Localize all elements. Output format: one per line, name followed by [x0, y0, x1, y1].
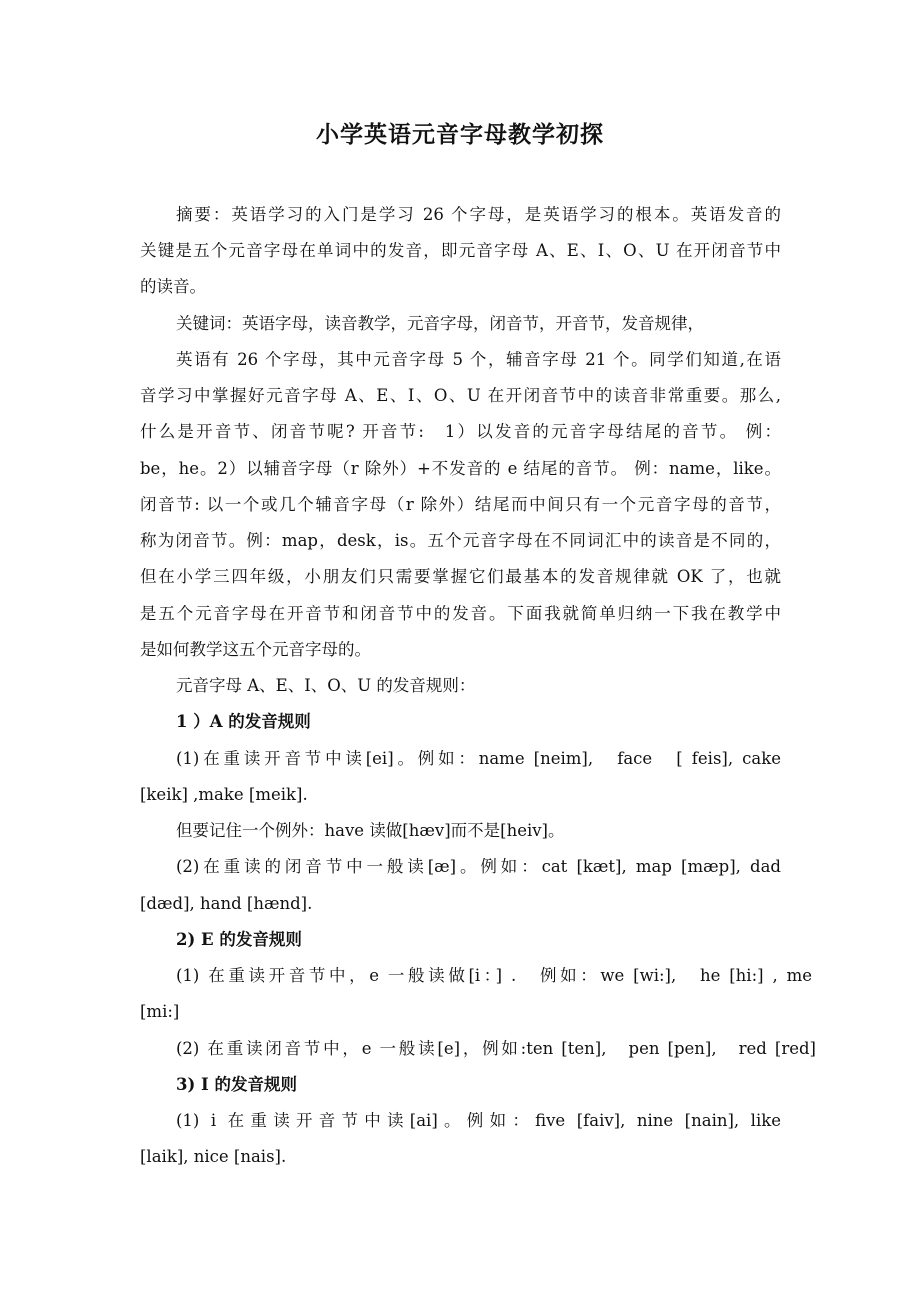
- section-e-line: (1) 在重读开音节中，e 一般读做[i：] . 例如：we [wi:], he [hi:] , me: [176, 966, 812, 985]
- rules-intro: 元音字母 A、E、I、O、U 的发音规则：: [176, 676, 476, 695]
- abstract-line: 摘要：英语学习的入门是学习 26 个字母，是英语学习的根本。英语发音的: [176, 205, 781, 224]
- intro-line: 音学习中掌握好元音字母 A、E、I、O、U 在开闭音节中的读音非常重要。那么,: [140, 386, 781, 405]
- section-i-line: [laik], nice [nais].: [140, 1147, 287, 1166]
- intro-line: 英语有 26 个字母，其中元音字母 5 个，辅音字母 21 个。同学们知道,在语: [176, 350, 781, 369]
- intro-line: 闭音节: 以一个或几个辅音字母（r 除外）结尾而中间只有一个元音字母的音节，: [140, 495, 781, 514]
- section-i-heading: 3) I 的发音规则: [176, 1075, 297, 1094]
- keywords-line: 关键词：英语字母，读音教学，元音字母，闭音节，开音节，发音规律，: [176, 314, 704, 333]
- intro-line: be，he。2）以辅音字母（r 除外）+不发音的 e 结尾的音节。 例：name，like。: [140, 459, 781, 478]
- intro-line: 是五个元音字母在开音节和闭音节中的发音。下面我就简单归纳一下我在教学中: [140, 604, 781, 623]
- section-e-heading: 2) E 的发音规则: [176, 930, 302, 949]
- abstract-line: 关键是五个元音字母在单词中的发音，即元音字母 A、E、I、O、U 在开闭音节中: [140, 241, 781, 260]
- section-a-line: [dæd], hand [hænd].: [140, 894, 313, 913]
- document-title: 小学英语元音字母教学初探: [316, 121, 604, 148]
- section-i-line: (1) i 在重读开音节中读[ai]。例如：five [faiv], nine [nain], like: [176, 1111, 781, 1130]
- section-a-line: (2)在重读的闭音节中一般读[æ]。例如：cat [kæt], map [mæp], dad: [176, 857, 781, 876]
- abstract-line: 的读音。: [140, 277, 206, 296]
- section-a-heading: 1 ）A 的发音规则: [176, 712, 311, 731]
- intro-line: 什么是开音节、闭音节呢? 开音节: 1）以发音的元音字母结尾的音节。 例：: [140, 422, 781, 441]
- intro-line: 但在小学三四年级，小朋友们只需要掌握它们最基本的发音规律就 OK 了，也就: [140, 567, 781, 586]
- section-e-line: [mi:]: [140, 1002, 180, 1021]
- section-a-line: [keik] ,make [meik].: [140, 785, 308, 804]
- section-e-line: (2) 在重读闭音节中，e 一般读[e]，例如:ten [ten], pen [pen], red [red]: [176, 1039, 816, 1058]
- section-a-line: 但要记住一个例外：have 读做[hæv]而不是[heiv]。: [176, 821, 565, 840]
- section-a-line: (1)在重读开音节中读[ei]。例如：name [neim], face [ feis], cake: [176, 749, 781, 768]
- intro-line: 是如何教学这五个元音字母的。: [140, 640, 371, 659]
- intro-line: 称为闭音节。例：map，desk，is。五个元音字母在不同词汇中的读音是不同的，: [140, 531, 781, 550]
